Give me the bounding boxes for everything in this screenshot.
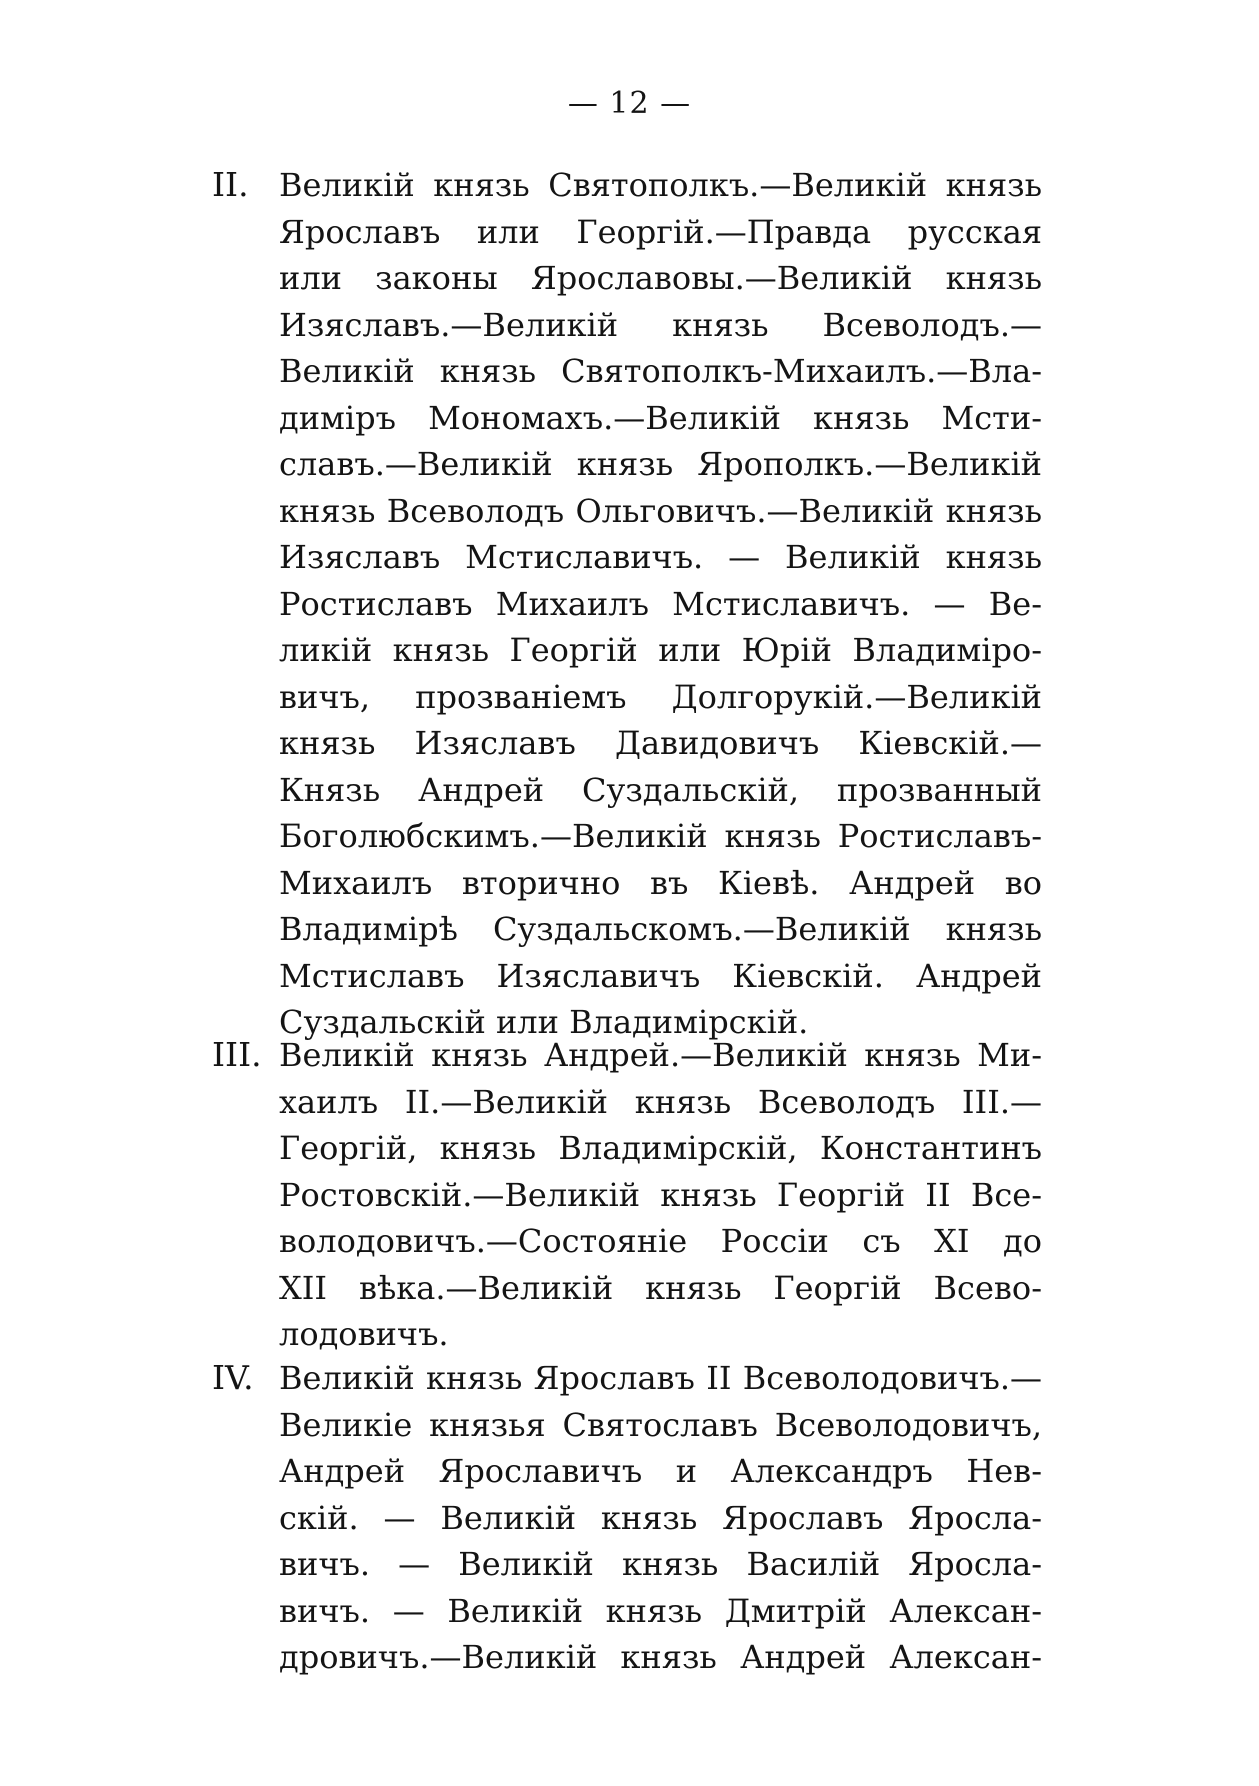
entry-text [279, 162, 1042, 1046]
text-line: Андрей Ярославичъ и Александръ Нев- [279, 1452, 1042, 1490]
text-line: Боголюбскимъ.—Великій князь Ростиславъ- [279, 817, 1042, 855]
text-line: славъ.—Великій князь Ярополкъ.—Великій [279, 445, 1042, 483]
text-line: лодовичъ. [279, 1315, 449, 1353]
entry-numeral: III. [212, 1035, 262, 1074]
text-line: скій. — Великій князь Ярославъ Яросла- [279, 1498, 1042, 1537]
text-line: князь Изяславъ Давидовичъ Кіевскій.— [279, 724, 1042, 762]
text-line: володовичъ.—Состояніе Россіи съ XI до [279, 1222, 1042, 1260]
text-line: Ростиславъ Михаилъ Мстиславичъ. — Ве- [279, 584, 1042, 623]
text-line: Ростовскій.—Великій князь Георгій II Все- [279, 1175, 1042, 1214]
text-line: Ярославъ или Георгій.—Правда русская [279, 212, 1042, 251]
entry-text [279, 1032, 1042, 1358]
text-line: Изяславъ Мстиславичъ. — Великій князь [279, 538, 1042, 576]
text-line: Великій князь Святополкъ-Михаилъ.—Вла- [279, 352, 1042, 390]
text-line: Изяславъ.—Великій князь Всеволодъ.— [279, 305, 1042, 344]
text-line: Великій князь Ярославъ II Всеволодовичъ.— [279, 1359, 1042, 1397]
text-line: хаилъ II.—Великій князь Всеволодъ III.— [279, 1082, 1042, 1121]
text-line: Владимірѣ Суздальскомъ.—Великій князь [279, 910, 1042, 948]
entry-numeral: IV. [212, 1358, 254, 1397]
text-line: Князь Андрей Суздальскій, прозванный [279, 770, 1042, 809]
text-line: дровичъ.—Великій князь Андрей Алексан- [279, 1638, 1042, 1676]
text-line: князь Всеволодъ Ольговичъ.—Великій князь [279, 491, 1042, 530]
text-line: вичъ, прозваніемъ Долгорукій.—Великій [279, 677, 1042, 716]
text-line: Великіе князья Святославъ Всеволодовичъ, [279, 1405, 1042, 1444]
text-line: ликій князь Георгій или Юрій Владиміро- [279, 631, 1042, 669]
entry-numeral: II. [212, 165, 249, 204]
text-line: Великій князь Андрей.—Великій князь Ми- [279, 1036, 1042, 1074]
text-line: Мстиславъ Изяславичъ Кіевскій. Андрей [279, 956, 1042, 995]
text-line: Суздальскій или Владимірскій. [279, 1003, 809, 1041]
text-line: диміръ Мономахъ.—Великій князь Мсти- [279, 398, 1042, 437]
text-line: вичъ. — Великій князь Василій Яросла- [279, 1545, 1042, 1583]
text-line: Георгій, князь Владимірскій, Константинъ [279, 1129, 1042, 1167]
entry-text [279, 1355, 1042, 1681]
text-line: XII вѣка.—Великій князь Георгій Всево- [279, 1268, 1042, 1307]
page-number: — 12 — [567, 86, 692, 121]
text-line: или законы Ярославовы.—Великій князь [279, 259, 1042, 297]
text-line: вичъ. — Великій князь Дмитрій Алексан- [279, 1591, 1042, 1630]
text-line: Михаилъ вторично въ Кіевѣ. Андрей во [279, 863, 1042, 902]
text-line: Великій князь Святополкъ.—Великій князь [279, 166, 1042, 204]
